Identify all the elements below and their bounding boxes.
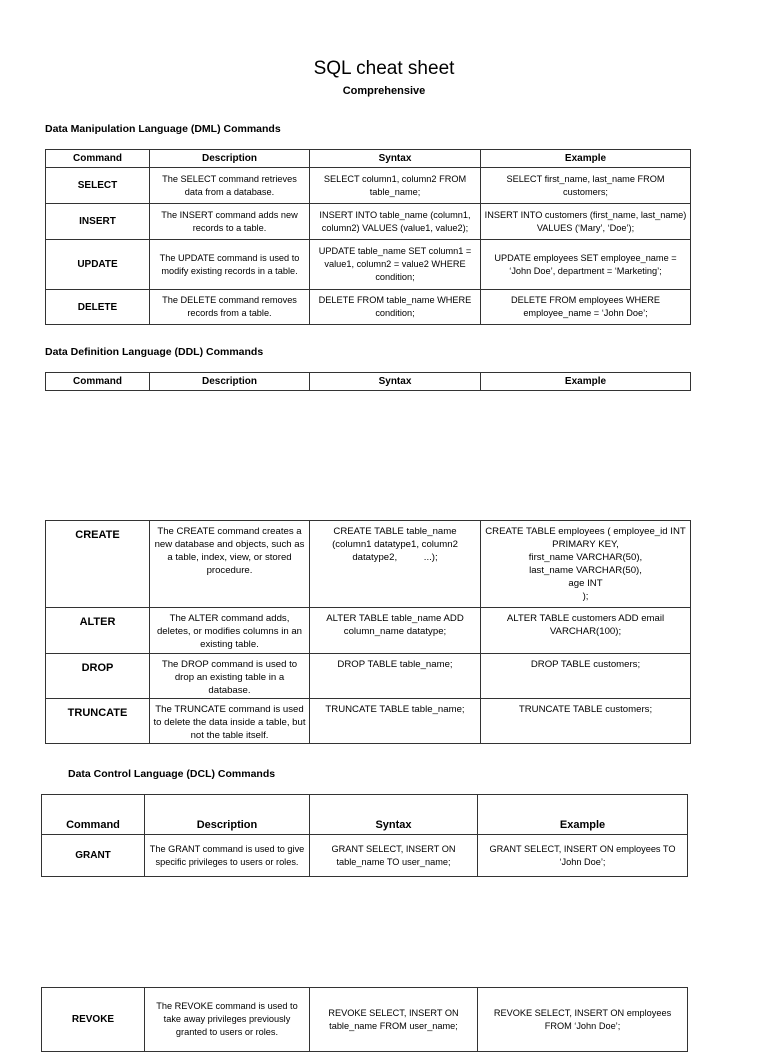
- ddl-header-row: [46, 373, 691, 391]
- command-cell: ALTER: [46, 608, 150, 654]
- header-description: Description: [150, 373, 310, 391]
- header-example: Example: [481, 150, 691, 168]
- example-cell: ALTER TABLE customers ADD email VARCHAR(100);: [481, 608, 691, 654]
- example-cell: TRUNCATE TABLE customers;: [481, 699, 691, 744]
- command-cell: TRUNCATE: [46, 699, 150, 744]
- dcl-heading: Data Control Language (DCL) Commands: [68, 768, 276, 780]
- dml-heading: Data Manipulation Language (DML) Commands: [45, 123, 281, 135]
- description-cell: The TRUNCATE command is used to delete the data inside a table, but not the table itself.: [150, 699, 310, 744]
- table-row: [46, 240, 691, 290]
- table-row: [46, 521, 691, 608]
- table-row: [46, 699, 691, 744]
- syntax-cell: TRUNCATE TABLE table_name;: [310, 699, 481, 744]
- header-description: Description: [145, 795, 310, 835]
- description-cell: The CREATE command creates a new database and objects, such as a table, index, view, or stored procedure.: [150, 521, 310, 608]
- page-subtitle: Comprehensive: [342, 85, 426, 97]
- command-cell: UPDATE: [46, 240, 150, 290]
- description-cell: The GRANT command is used to give specific privileges to users or roles.: [145, 835, 310, 877]
- syntax-cell: INSERT INTO table_name (column1, column2) VALUES (value1, value2);: [310, 204, 481, 240]
- syntax-cell: REVOKE SELECT, INSERT ON table_name FROM user_name;: [310, 988, 478, 1052]
- dcl-table-continued: [41, 987, 688, 1052]
- table-row: [46, 608, 691, 654]
- example-cell: CREATE TABLE employees ( employee_id INT PRIMARY KEY, first_name VARCHAR(50), last_name VARCHAR(50), age INT );: [481, 521, 691, 608]
- header-example: Example: [481, 373, 691, 391]
- syntax-cell: ALTER TABLE table_name ADD column_name datatype;: [310, 608, 481, 654]
- ddl-table: [45, 520, 691, 744]
- header-syntax: Syntax: [310, 150, 481, 168]
- syntax-cell: DELETE FROM table_name WHERE condition;: [310, 290, 481, 325]
- ddl-header-table: [45, 372, 691, 391]
- example-cell: DROP TABLE customers;: [481, 654, 691, 699]
- syntax-cell: SELECT column1, column2 FROM table_name;: [310, 168, 481, 204]
- syntax-cell: GRANT SELECT, INSERT ON table_name TO user_name;: [310, 835, 478, 877]
- syntax-cell: DROP TABLE table_name;: [310, 654, 481, 699]
- description-cell: The DELETE command removes records from a table.: [150, 290, 310, 325]
- command-cell: GRANT: [42, 835, 145, 877]
- description-cell: The DROP command is used to drop an existing table in a database.: [150, 654, 310, 699]
- header-command: Command: [46, 373, 150, 391]
- header-description: Description: [150, 150, 310, 168]
- dcl-header-row: [42, 795, 688, 835]
- table-row: [46, 204, 691, 240]
- example-cell: INSERT INTO customers (first_name, last_name) VALUES (‘Mary’, ‘Doe’);: [481, 204, 691, 240]
- header-syntax: Syntax: [310, 373, 481, 391]
- table-row: [42, 988, 688, 1052]
- syntax-cell: UPDATE table_name SET column1 = value1, column2 = value2 WHERE condition;: [310, 240, 481, 290]
- example-cell: SELECT first_name, last_name FROM customers;: [481, 168, 691, 204]
- table-row: [46, 654, 691, 699]
- header-command: Command: [42, 795, 145, 835]
- command-cell: DELETE: [46, 290, 150, 325]
- dml-header-row: [46, 150, 691, 168]
- syntax-cell: CREATE TABLE table_name (column1 datatype1, column2 datatype2, ...);: [310, 521, 481, 608]
- command-cell: DROP: [46, 654, 150, 699]
- header-syntax: Syntax: [310, 795, 478, 835]
- table-row: [46, 168, 691, 204]
- description-cell: The REVOKE command is used to take away privileges previously granted to users or roles.: [145, 988, 310, 1052]
- header-example: Example: [478, 795, 688, 835]
- description-cell: The INSERT command adds new records to a table.: [150, 204, 310, 240]
- header-command: Command: [46, 150, 150, 168]
- example-cell: REVOKE SELECT, INSERT ON employees FROM ‘John Doe’;: [478, 988, 688, 1052]
- dcl-table: [41, 794, 688, 877]
- page-title: SQL cheat sheet: [313, 58, 455, 79]
- dml-table: [45, 149, 691, 325]
- description-cell: The ALTER command adds, deletes, or modifies columns in an existing table.: [150, 608, 310, 654]
- example-cell: GRANT SELECT, INSERT ON employees TO ‘John Doe’;: [478, 835, 688, 877]
- table-row: [46, 290, 691, 325]
- command-cell: CREATE: [46, 521, 150, 608]
- ddl-heading: Data Definition Language (DDL) Commands: [45, 346, 264, 358]
- table-row: [42, 835, 688, 877]
- command-cell: INSERT: [46, 204, 150, 240]
- description-cell: The SELECT command retrieves data from a database.: [150, 168, 310, 204]
- example-cell: DELETE FROM employees WHERE employee_name = ‘John Doe’;: [481, 290, 691, 325]
- example-cell: UPDATE employees SET employee_name = ‘John Doe’, department = ‘Marketing’;: [481, 240, 691, 290]
- command-cell: REVOKE: [42, 988, 145, 1052]
- command-cell: SELECT: [46, 168, 150, 204]
- description-cell: The UPDATE command is used to modify existing records in a table.: [150, 240, 310, 290]
